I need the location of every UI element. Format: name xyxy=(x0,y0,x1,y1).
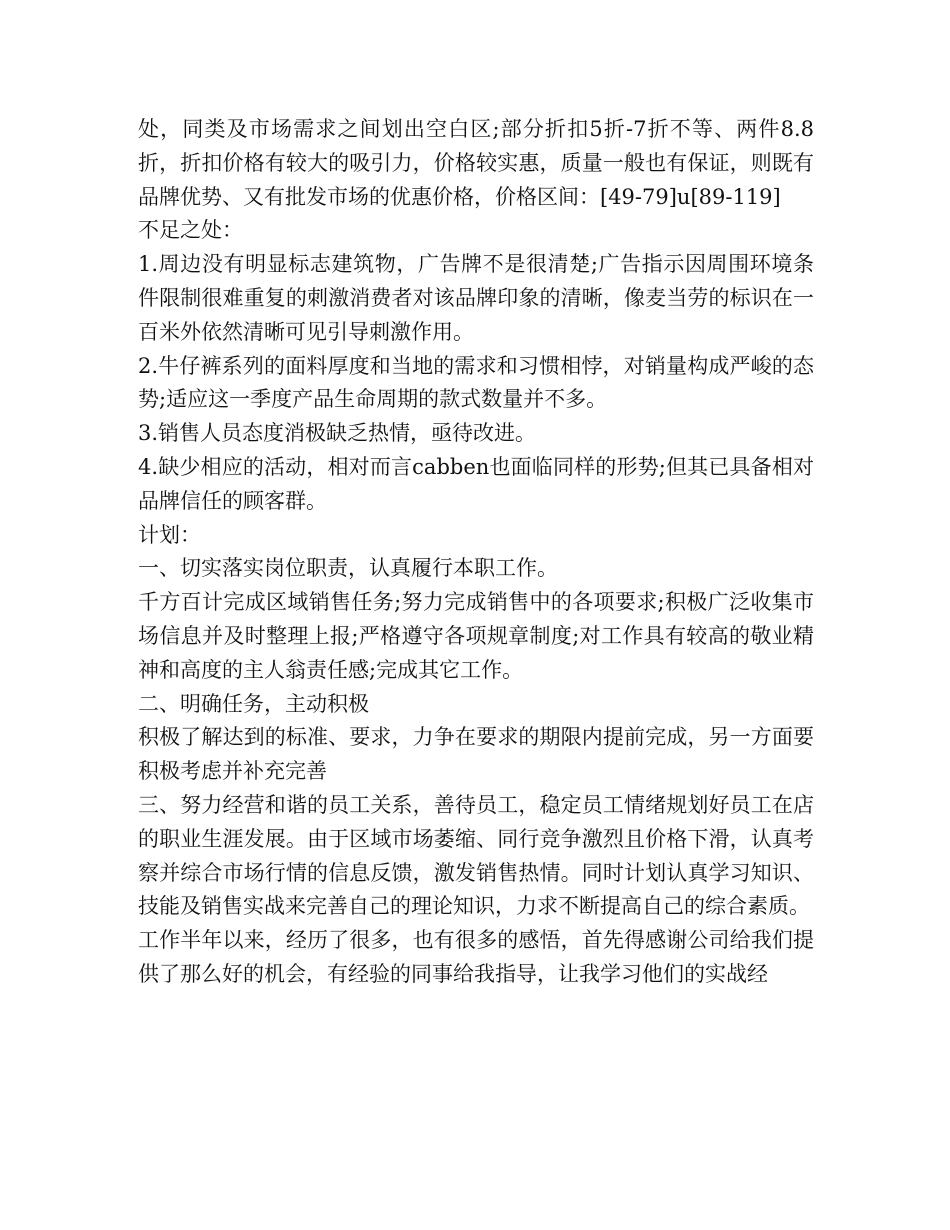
list-item-shortcoming-1: 1.周边没有明显标志建筑物，广告牌不是很清楚;广告指示因周围环境条件限制很难重复的刺激消费者对该品牌印象的清晰，像麦当劳的标识在一百米外依然清晰可见引导刺激作用。 xyxy=(138,252,814,344)
paragraph-reflection: 工作半年以来，经历了很多，也有很多的感悟，首先得感谢公司给我们提供了那么好的机会，有经验的同事给我指导，让我学习他们的实战经 xyxy=(138,928,814,986)
document-page xyxy=(138,113,814,992)
plan-section-1-body: 千方百计完成区域销售任务;努力完成销售中的各项要求;积极广泛收集市场信息并及时整理上报;严格遵守各项规章制度;对工作具有较高的敬业精神和高度的主人翁责任感;完成其它工作。 xyxy=(138,590,814,682)
plan-section-2-body: 积极了解达到的标准、要求，力争在要求的期限内提前完成，另一方面要积极考虑并补充完善 xyxy=(138,725,814,784)
heading-shortcomings: 不足之处： xyxy=(138,218,243,243)
heading-plan: 计划： xyxy=(138,522,201,547)
plan-section-1-title: 一、切实落实岗位职责，认真履行本职工作。 xyxy=(138,556,558,581)
list-item-shortcoming-3: 3.销售人员态度消极缺乏热情，亟待改进。 xyxy=(138,421,537,446)
plan-section-3-body: 三、努力经营和谐的员工关系，善待员工，稳定员工情绪规划好员工在店的职业生涯发展。由于区域市场萎缩、同行竞争激烈且价格下滑，认真考察并综合市场行情的信息反馈，激发销售热情。同时计划认真学习知识、技能及销售实战来完善自己的理论知识，力求不断提高自己的综合素质。 xyxy=(138,792,814,919)
list-item-shortcoming-2: 2.牛仔裤系列的面料厚度和当地的需求和习惯相悖，对销量构成严峻的态势;适应这一季度产品生命周期的款式数量并不多。 xyxy=(138,353,814,412)
plan-section-2-title: 二、明确任务，主动积极 xyxy=(138,691,369,716)
list-item-shortcoming-4: 4.缺少相应的活动，相对而言cabben也面临同样的形势;但其已具备相对品牌信任的顾客群。 xyxy=(138,454,814,513)
paragraph-price-summary: 处，同类及市场需求之间划出空白区;部分折扣5折-7折不等、两件8.8折，折扣价格有较大的吸引力，价格较实惠，质量一般也有保证，则既有品牌优势、又有批发市场的优惠价格，价格区间：[49-79]u[89-119] xyxy=(138,117,814,209)
